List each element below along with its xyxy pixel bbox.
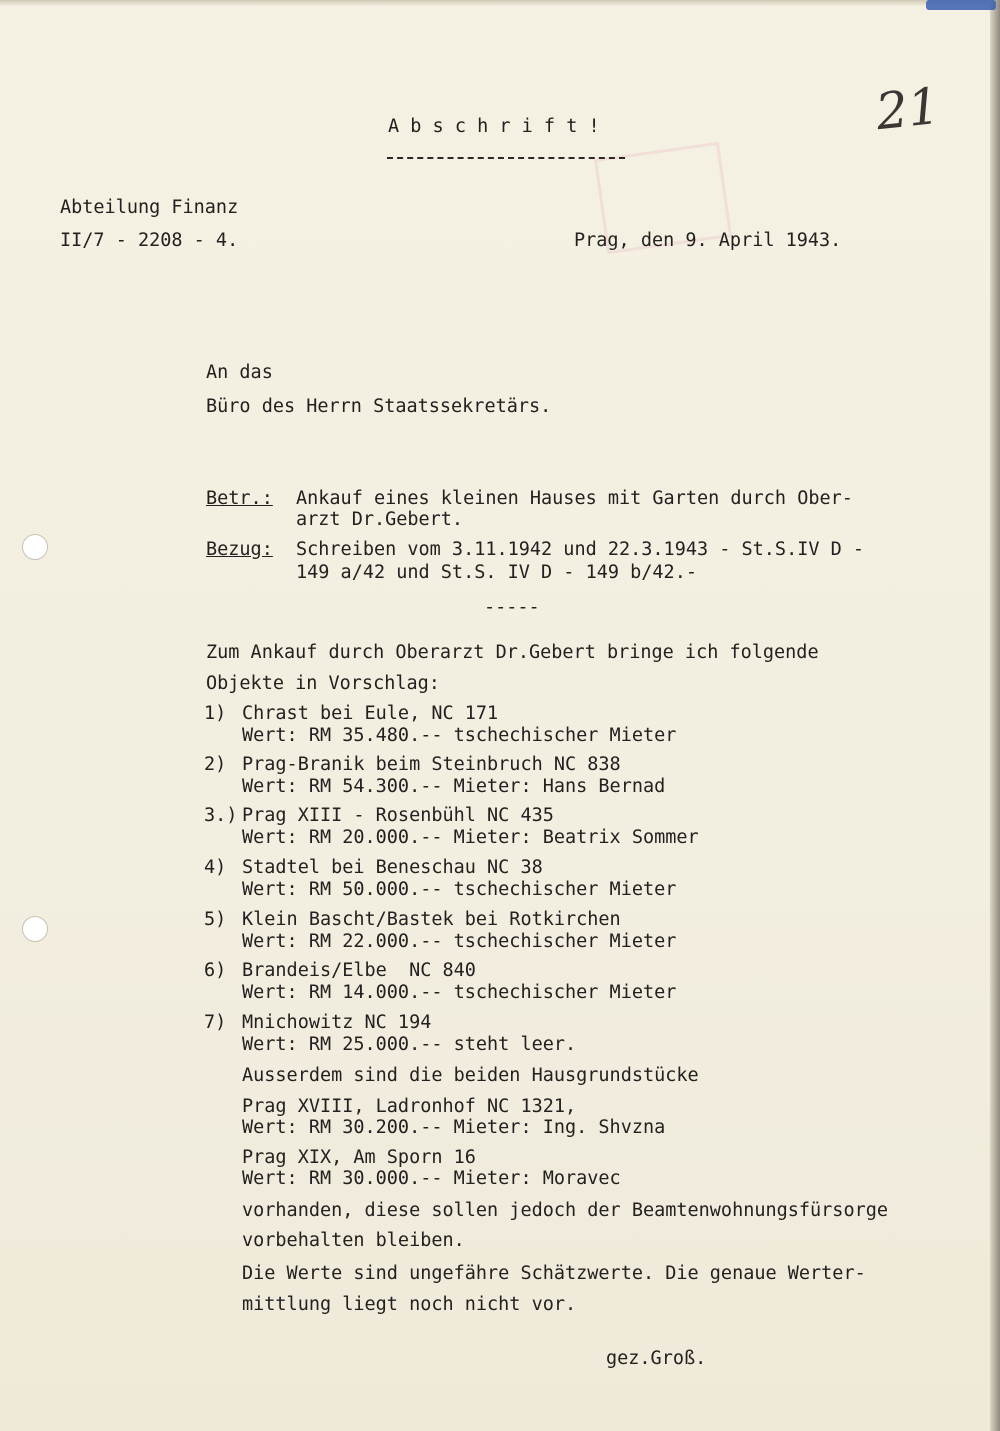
reference-label: Bezug:	[206, 539, 273, 560]
section-separator: -----	[484, 597, 540, 618]
department-name: Abteilung Finanz	[60, 197, 239, 218]
page-edge-right	[990, 0, 1000, 1431]
object-value: Wert: RM 14.000.-- tschechischer Mieter	[242, 982, 677, 1003]
object-name: Stadtel bei Beneschau NC 38	[242, 857, 543, 878]
subject-line-2: arzt Dr.Gebert.	[296, 509, 464, 530]
signature: gez.Groß.	[606, 1348, 707, 1369]
punch-hole-upper	[22, 534, 48, 560]
object-number: 5)	[204, 909, 227, 930]
page-edge-top	[0, 0, 1000, 6]
object-number: 6)	[204, 960, 227, 981]
object-number: 3.)	[204, 805, 238, 826]
object-name: Prag-Branik beim Steinbruch NC 838	[242, 754, 621, 775]
object-name: Mnichowitz NC 194	[242, 1012, 432, 1033]
additional-item-name: Prag XIX, Am Sporn 16	[242, 1147, 476, 1168]
object-number: 1)	[204, 703, 227, 724]
object-name: Chrast bei Eule, NC 171	[242, 703, 499, 724]
addressee-line-2: Büro des Herrn Staatssekretärs.	[206, 396, 552, 417]
intro-line-2: Objekte in Vorschlag:	[206, 673, 440, 694]
object-number: 2)	[204, 754, 227, 775]
object-number: 4)	[204, 857, 227, 878]
object-name: Klein Bascht/Bastek bei Rotkirchen	[242, 909, 621, 930]
subject-label: Betr.:	[206, 488, 273, 509]
object-value: Wert: RM 54.300.-- Mieter: Hans Bernad	[242, 776, 666, 797]
additional-outro-line-2: vorbehalten bleiben.	[242, 1230, 465, 1251]
title-underline	[387, 157, 625, 159]
object-value: Wert: RM 50.000.-- tschechischer Mieter	[242, 879, 677, 900]
additional-item-name: Prag XVIII, Ladronhof NC 1321,	[242, 1096, 577, 1117]
blue-tape-mark	[926, 0, 996, 10]
object-value: Wert: RM 20.000.-- Mieter: Beatrix Sommer	[242, 827, 699, 848]
reference-line-2: 149 a/42 und St.S. IV D - 149 b/42.-	[296, 562, 697, 583]
subject-line-1: Ankauf eines kleinen Hauses mit Garten durch Ober-	[296, 488, 853, 509]
additional-item-value: Wert: RM 30.200.-- Mieter: Ing. Shvzna	[242, 1117, 666, 1138]
place-and-date: Prag, den 9. April 1943.	[574, 230, 842, 251]
additional-intro: Ausserdem sind die beiden Hausgrundstücke	[242, 1065, 699, 1086]
object-number: 7)	[204, 1012, 227, 1033]
reference-number: II/7 - 2208 - 4.	[60, 230, 239, 251]
additional-outro-line-1: vorhanden, diese sollen jedoch der Beamtenwohnungsfürsorge	[242, 1200, 889, 1221]
punch-hole-lower	[22, 916, 48, 942]
closing-line-2: mittlung liegt noch nicht vor.	[242, 1294, 577, 1315]
object-value: Wert: RM 25.000.-- steht leer.	[242, 1034, 577, 1055]
closing-line-1: Die Werte sind ungefähre Schätzwerte. Die genaue Werter-	[242, 1263, 866, 1284]
additional-item-value: Wert: RM 30.000.-- Mieter: Moravec	[242, 1168, 621, 1189]
object-value: Wert: RM 22.000.-- tschechischer Mieter	[242, 931, 677, 952]
document-title: A b s c h r i f t !	[388, 116, 600, 137]
object-value: Wert: RM 35.480.-- tschechischer Mieter	[242, 725, 677, 746]
addressee-line-1: An das	[206, 362, 273, 383]
reference-line-1: Schreiben vom 3.11.1942 und 22.3.1943 - St.S.IV D -	[296, 539, 865, 560]
object-name: Prag XIII - Rosenbühl NC 435	[242, 805, 554, 826]
handwritten-page-number: 21	[873, 76, 943, 142]
object-name: Brandeis/Elbe NC 840	[242, 960, 476, 981]
intro-line-1: Zum Ankauf durch Oberarzt Dr.Gebert bringe ich folgende	[206, 642, 819, 663]
